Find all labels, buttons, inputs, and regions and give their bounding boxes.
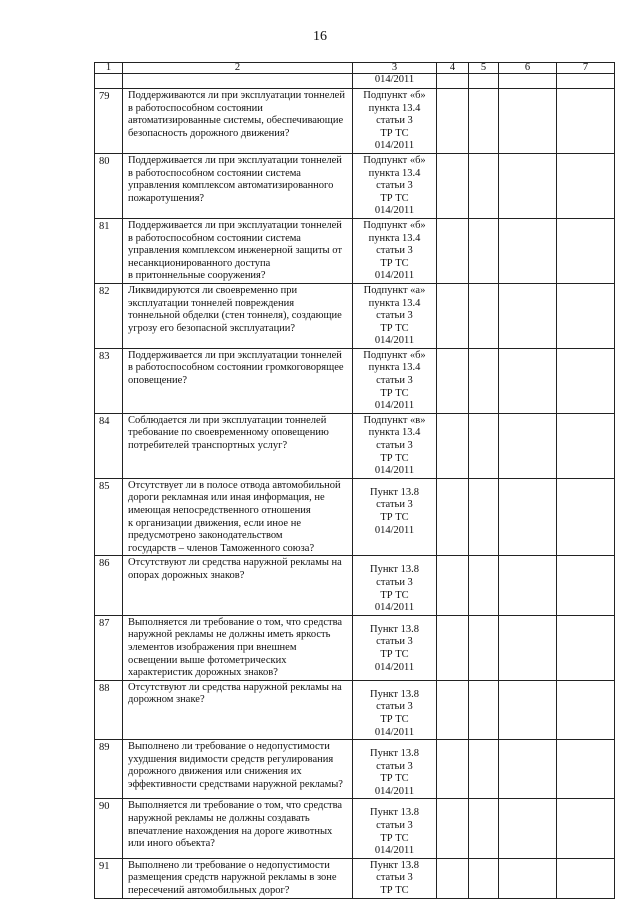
question-cell bbox=[123, 680, 353, 739]
reference-cell bbox=[353, 478, 437, 556]
column-number: 6 bbox=[499, 63, 557, 74]
reference-line: статьи 3 bbox=[376, 820, 413, 832]
question-line: Выполнено ли требование о недопустимости bbox=[128, 859, 330, 871]
check-cell bbox=[557, 556, 615, 615]
question-line: характеристик дорожных знаков? bbox=[128, 667, 278, 679]
question-line: Ликвидируются ли своевременно при bbox=[128, 284, 298, 296]
reference-line: 014/2011 bbox=[374, 661, 415, 673]
question-line: впечатление нахождения на дороге животных bbox=[128, 825, 333, 837]
question-line: в работоспособном состоянии система bbox=[128, 232, 301, 244]
check-cell bbox=[437, 218, 469, 283]
reference-line: 014/2011 bbox=[374, 140, 415, 152]
check-cell bbox=[499, 348, 557, 413]
check-cell bbox=[469, 218, 499, 283]
check-cell bbox=[499, 153, 557, 218]
reference-line: 014/2011 bbox=[374, 726, 415, 738]
table-body bbox=[95, 63, 615, 899]
question-line: предусмотрено законодательством bbox=[128, 530, 283, 542]
question-cell bbox=[123, 89, 353, 154]
question-cell bbox=[123, 799, 353, 858]
check-cell bbox=[437, 89, 469, 154]
check-cell bbox=[437, 858, 469, 898]
check-cell bbox=[499, 680, 557, 739]
table-row bbox=[95, 740, 615, 799]
question-line: дороги рекламная или иная информация, не bbox=[128, 492, 325, 504]
table-row bbox=[95, 799, 615, 858]
question-line: Выполняется ли требование о том, что средства bbox=[128, 800, 343, 812]
question-line: пересечений автомобильных дорог? bbox=[128, 885, 290, 897]
column-number: 7 bbox=[557, 63, 615, 74]
table-row bbox=[95, 348, 615, 413]
page-number: 16 bbox=[313, 29, 327, 44]
question-line: в работоспособном состоянии bbox=[128, 102, 263, 114]
reference-line: 014/2011 bbox=[374, 270, 415, 282]
check-cell bbox=[557, 413, 615, 478]
column-number: 4 bbox=[437, 63, 469, 74]
question-line: элементов изображения при внешнем bbox=[128, 641, 297, 653]
reference-line: 014/2011 bbox=[374, 335, 415, 347]
row-number-cell: 86 bbox=[95, 556, 123, 615]
reference-line: ТР ТС bbox=[380, 713, 409, 725]
reference-cell bbox=[353, 858, 437, 898]
reference-line: статьи 3 bbox=[376, 499, 413, 511]
check-cell bbox=[469, 74, 499, 89]
question-line: Отсутствуют ли средства наружной рекламы на bbox=[128, 681, 342, 693]
reference-line: ТР ТС bbox=[380, 127, 409, 139]
question-line: к организации движения, если иное не bbox=[128, 517, 301, 529]
check-cell bbox=[469, 348, 499, 413]
reference-line: Подпункт «б» bbox=[363, 219, 426, 231]
question-cell bbox=[123, 348, 353, 413]
reference-line: ТР ТС bbox=[380, 773, 409, 785]
reference-cell bbox=[353, 218, 437, 283]
reference-line: статьи 3 bbox=[376, 245, 413, 257]
question-cell bbox=[123, 858, 353, 898]
check-cell bbox=[557, 858, 615, 898]
check-cell bbox=[557, 89, 615, 154]
reference-line: статьи 3 bbox=[376, 375, 413, 387]
row-number-cell: 91 bbox=[95, 858, 123, 898]
check-cell bbox=[557, 680, 615, 739]
question-line: государств – членов Таможенного союза? bbox=[128, 542, 315, 554]
reference-line: статьи 3 bbox=[376, 440, 413, 452]
question-line: Выполнено ли требование о недопустимости bbox=[128, 741, 330, 753]
question-line: ухудшения видимости средств регулирования bbox=[128, 753, 334, 765]
check-cell bbox=[499, 615, 557, 680]
check-cell bbox=[437, 348, 469, 413]
check-cell bbox=[469, 799, 499, 858]
check-cell bbox=[469, 858, 499, 898]
check-cell bbox=[437, 283, 469, 348]
check-cell bbox=[437, 556, 469, 615]
reference-line: ТР ТС bbox=[380, 452, 409, 464]
reference-cell bbox=[353, 740, 437, 799]
reference-line: 014/2011 bbox=[374, 524, 415, 536]
check-cell bbox=[557, 740, 615, 799]
question-line: Поддерживается ли при эксплуатации тоннелей bbox=[128, 349, 342, 361]
column-number: 3 bbox=[353, 63, 437, 74]
reference-cell bbox=[353, 89, 437, 154]
question-line: управления комплексом автоматизированного bbox=[128, 180, 334, 192]
reference-line: ТР ТС bbox=[380, 832, 409, 844]
table-row bbox=[95, 218, 615, 283]
check-cell bbox=[557, 478, 615, 556]
table-row bbox=[95, 283, 615, 348]
check-cell bbox=[499, 283, 557, 348]
check-cell bbox=[437, 799, 469, 858]
check-cell bbox=[557, 348, 615, 413]
question-line: потребителей транспортных услуг? bbox=[128, 440, 288, 452]
question-line: тоннельной обделки (стен тоннеля), создающие bbox=[128, 310, 342, 322]
reference-line: ТР ТС bbox=[380, 322, 409, 334]
check-cell bbox=[437, 680, 469, 739]
reference-cell bbox=[353, 74, 437, 89]
reference-line: ТР ТС bbox=[380, 512, 409, 523]
check-cell bbox=[469, 680, 499, 739]
reference-line: Пункт 13.8 bbox=[369, 564, 419, 576]
question-cell bbox=[123, 615, 353, 680]
table-row bbox=[95, 478, 615, 556]
reference-line: 014/2011 bbox=[374, 785, 415, 797]
reference-line: 014/2011 bbox=[374, 602, 415, 614]
question-line: имеющая непосредственного отношения bbox=[128, 505, 311, 516]
question-line: эффективности средствами наружной рекламы? bbox=[128, 778, 343, 790]
check-cell bbox=[499, 89, 557, 154]
question-line: в работоспособном состоянии громкоговорящее bbox=[128, 362, 344, 374]
check-cell bbox=[437, 74, 469, 89]
reference-line: 014/2011 bbox=[374, 74, 415, 85]
check-cell bbox=[469, 478, 499, 556]
question-cell bbox=[123, 740, 353, 799]
column-number: 2 bbox=[123, 63, 353, 74]
question-cell bbox=[123, 218, 353, 283]
row-number-cell: 90 bbox=[95, 799, 123, 858]
reference-cell bbox=[353, 283, 437, 348]
reference-line: Пункт 13.8 bbox=[369, 688, 419, 700]
row-number-cell: 88 bbox=[95, 680, 123, 739]
reference-line: Пункт 13.8 bbox=[369, 623, 419, 635]
reference-line: статьи 3 bbox=[376, 760, 413, 772]
table-row bbox=[95, 615, 615, 680]
table-row bbox=[95, 89, 615, 154]
check-cell bbox=[499, 799, 557, 858]
question-line: Поддерживается ли при эксплуатации тоннелей bbox=[128, 154, 342, 166]
check-cell bbox=[557, 283, 615, 348]
checklist-table bbox=[94, 62, 615, 899]
table-row bbox=[95, 153, 615, 218]
column-number: 1 bbox=[95, 63, 123, 74]
column-number-row bbox=[95, 63, 615, 74]
question-line: в притоннельные сооружения? bbox=[128, 270, 266, 282]
reference-line: статьи 3 bbox=[376, 636, 413, 648]
table-row bbox=[95, 413, 615, 478]
question-line: пожаротушения? bbox=[128, 192, 205, 204]
question-line: дорожном знаке? bbox=[128, 694, 205, 706]
table-row bbox=[95, 680, 615, 739]
question-line: Поддерживаются ли при эксплуатации тоннелей bbox=[128, 90, 345, 101]
reference-line: Пункт 13.8 bbox=[369, 859, 419, 871]
check-cell bbox=[469, 283, 499, 348]
question-line: несанкционированного доступа bbox=[128, 257, 271, 269]
check-cell bbox=[469, 615, 499, 680]
reference-line: Подпункт «в» bbox=[363, 414, 426, 426]
reference-line: ТР ТС bbox=[380, 589, 409, 601]
check-cell bbox=[499, 858, 557, 898]
question-cell bbox=[123, 74, 353, 89]
reference-cell bbox=[353, 799, 437, 858]
reference-line: статьи 3 bbox=[376, 115, 413, 127]
reference-line: Пункт 13.8 bbox=[369, 486, 419, 498]
reference-line: Подпункт «б» bbox=[363, 154, 426, 166]
reference-line: Пункт 13.8 bbox=[369, 807, 419, 819]
reference-cell bbox=[353, 348, 437, 413]
reference-cell bbox=[353, 153, 437, 218]
reference-cell bbox=[353, 615, 437, 680]
question-cell bbox=[123, 413, 353, 478]
row-number-cell: 85 bbox=[95, 478, 123, 556]
check-cell bbox=[469, 413, 499, 478]
question-line: Отсутствуют ли средства наружной рекламы на bbox=[128, 557, 342, 569]
question-line: наружной рекламы не должны иметь яркость bbox=[128, 629, 331, 641]
question-line: требование по своевременному оповещению bbox=[128, 427, 329, 439]
check-cell bbox=[499, 218, 557, 283]
reference-line: ТР ТС bbox=[380, 387, 409, 399]
reference-line: пункта 13.4 bbox=[368, 102, 421, 114]
reference-line: 014/2011 bbox=[374, 845, 415, 857]
question-line: Выполняется ли требование о том, что средства bbox=[128, 616, 343, 628]
question-line: угрозу его безопасной эксплуатации? bbox=[128, 322, 296, 334]
row-number-cell: 82 bbox=[95, 283, 123, 348]
check-cell bbox=[469, 89, 499, 154]
row-number-cell: 89 bbox=[95, 740, 123, 799]
question-line: размещения средств наружной рекламы в зоне bbox=[128, 872, 337, 884]
question-cell bbox=[123, 478, 353, 556]
check-cell bbox=[557, 74, 615, 89]
check-cell bbox=[499, 478, 557, 556]
question-line: Отсутствует ли в полосе отвода автомобильной bbox=[128, 479, 341, 491]
check-cell bbox=[557, 615, 615, 680]
reference-line: Пункт 13.8 bbox=[369, 748, 419, 760]
row-number-cell: 80 bbox=[95, 153, 123, 218]
reference-cell bbox=[353, 680, 437, 739]
column-number: 5 bbox=[469, 63, 499, 74]
reference-line: пункта 13.4 bbox=[368, 167, 421, 179]
question-line: в работоспособном состоянии система bbox=[128, 167, 301, 179]
question-line: дорожного движения или снижения их bbox=[128, 766, 302, 778]
row-number-cell: 81 bbox=[95, 218, 123, 283]
reference-line: ТР ТС bbox=[380, 648, 409, 660]
reference-line: Подпункт «б» bbox=[363, 349, 426, 361]
check-cell bbox=[499, 740, 557, 799]
check-cell bbox=[437, 153, 469, 218]
question-line: опорах дорожных знаков? bbox=[128, 569, 245, 581]
reference-line: статьи 3 bbox=[376, 576, 413, 588]
row-number-cell: 83 bbox=[95, 348, 123, 413]
check-cell bbox=[437, 615, 469, 680]
question-cell bbox=[123, 153, 353, 218]
continuation-row bbox=[95, 74, 615, 89]
row-number-cell: 87 bbox=[95, 615, 123, 680]
reference-line: ТР ТС bbox=[380, 257, 409, 269]
row-number-cell bbox=[95, 74, 123, 89]
reference-line: Подпункт «а» bbox=[363, 284, 426, 296]
table-row bbox=[95, 556, 615, 615]
reference-line: 014/2011 bbox=[374, 205, 415, 217]
reference-line: 014/2011 bbox=[374, 400, 415, 412]
check-cell bbox=[557, 218, 615, 283]
reference-line: ТР ТС bbox=[380, 192, 409, 204]
check-cell bbox=[499, 413, 557, 478]
question-line: наружной рекламы не должны создавать bbox=[128, 813, 310, 825]
reference-line: 014/2011 bbox=[374, 465, 415, 477]
check-cell bbox=[499, 556, 557, 615]
reference-line: пункта 13.4 bbox=[368, 232, 421, 244]
reference-line: Подпункт «б» bbox=[363, 90, 426, 101]
check-cell bbox=[557, 153, 615, 218]
row-number-cell: 79 bbox=[95, 89, 123, 154]
question-line: эксплуатации тоннелей повреждения bbox=[128, 297, 295, 309]
reference-line: статьи 3 bbox=[376, 701, 413, 713]
table-row bbox=[95, 858, 615, 898]
check-cell bbox=[437, 413, 469, 478]
check-cell bbox=[437, 740, 469, 799]
reference-line: статьи 3 bbox=[376, 872, 413, 884]
check-cell bbox=[499, 74, 557, 89]
question-line: безопасность дорожного движения? bbox=[128, 127, 290, 139]
question-line: Соблюдается ли при эксплуатации тоннелей bbox=[128, 414, 327, 426]
check-cell bbox=[469, 153, 499, 218]
row-number-cell: 84 bbox=[95, 413, 123, 478]
reference-line: ТР ТС bbox=[380, 885, 409, 897]
question-line: или иного объекта? bbox=[128, 838, 215, 850]
check-cell bbox=[557, 799, 615, 858]
check-cell bbox=[437, 478, 469, 556]
reference-line: пункта 13.4 bbox=[368, 427, 421, 439]
question-line: оповещение? bbox=[128, 375, 187, 387]
question-cell bbox=[123, 556, 353, 615]
reference-cell bbox=[353, 413, 437, 478]
question-line: освещении выше фотометрических bbox=[128, 654, 287, 666]
reference-line: статьи 3 bbox=[376, 310, 413, 322]
question-line: управления комплексом инженерной защиты от bbox=[128, 245, 342, 257]
reference-cell bbox=[353, 556, 437, 615]
question-line: Поддерживается ли при эксплуатации тоннелей bbox=[128, 219, 342, 231]
reference-line: пункта 13.4 bbox=[368, 297, 421, 309]
check-cell bbox=[469, 740, 499, 799]
question-cell bbox=[123, 283, 353, 348]
check-cell bbox=[469, 556, 499, 615]
reference-line: статьи 3 bbox=[376, 180, 413, 192]
question-line: автоматизированные системы, обеспечивающие bbox=[128, 115, 344, 127]
reference-line: пункта 13.4 bbox=[368, 362, 421, 374]
